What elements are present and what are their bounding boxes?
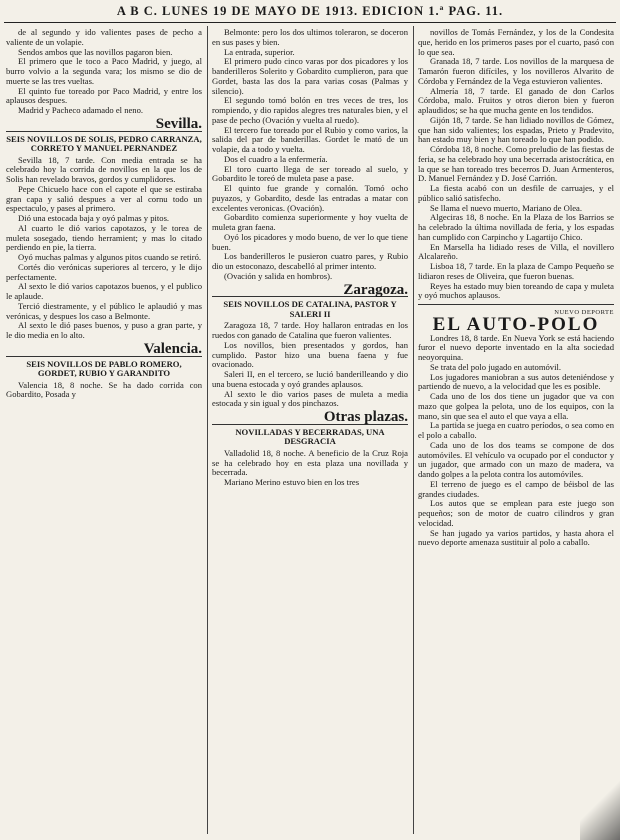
paragraph: Los jugadores maniobran a sus autos deteniéndose y partiendo de nuevo, a la velocidad que les es posible. — [418, 371, 614, 392]
paragraph: El tercero fue toreado por el Rubio y como varios, la salida del par de banderillas. Gordet le mató de un volapie, da a todo y vuelta. — [212, 124, 408, 154]
paragraph: Se han jugado ya varios partidos, y hasta ahora el nuevo deporte amenaza sustituir al polo a caballo. — [418, 527, 614, 548]
paragraph: Saleri II, en el tercero, se lució banderilleando y dio una buena estocada y oyó grandes aplausos. — [212, 369, 408, 389]
section-title-zaragoza: Zaragoza. — [212, 286, 408, 298]
paragraph: Al sexto le dio varios pases de muleta a media estocada y sin igual y dos pinchazos. — [212, 388, 408, 409]
paragraph: Reyes ha estado muy bien toreando de capa y muleta y oyó muchos aplausos. — [418, 280, 614, 301]
column-divider-2 — [413, 26, 414, 834]
paragraph: (Ovación y salida en hombros). — [224, 270, 333, 281]
paragraph: La fiesta acabó con un desfile de carruajes, y el público salió satisfecho. — [418, 183, 614, 203]
paragraph: El primero que le toco a Paco Madrid, y juego, al burro volvio a la segunda vara; los mismo se dio de muerte se las tres vueltas. — [6, 56, 202, 86]
paragraph: Los novillos, bien presentados y gordos, han cumplido. Pastor hizo una buena faena y fue ovacionado. — [212, 339, 408, 370]
paragraph: Belmonte: pero los dos ultimos toleraron, se doceron en sus pases y bien. — [212, 28, 408, 47]
paragraph: Los banderilleros le pusieron cuatro pares, y Rubio dio un estoconazo, descabelló al primer intento. — [212, 251, 408, 271]
paragraph: Sevilla 18, 7 tarde. Con media entrada se ha celebrado hoy la corrida de novillos en la que los de Solis han revelado bravos, gordos y cumplidores. — [6, 154, 202, 184]
section-title-valencia: Valencia. — [6, 345, 202, 357]
paragraph: Al cuarto le dió varios capotazos, y le torea de muleta sosegado, tiendo herramient; y mas lo citado perdiendo en pie, la tierra. — [6, 222, 202, 253]
paragraph: Almería 18, 7 tarde. El ganado de don Carlos Córdoba, malo. Fruitos y otros dieron bien y fueron aplaudidos; se ha que mucha gente en los tendidos. — [418, 85, 614, 115]
paragraph: Se trata del polo jugado en automóvil. — [430, 361, 562, 372]
paragraph: novillos de Tomás Fernández, y los de la Condesita que, herido en los primeros pases por el cuarto, pasó con lo que sea. — [418, 28, 614, 57]
paragraph: Se llama el nuevo muerto, Mariano de Olea. — [430, 202, 583, 213]
paragraph: Cada uno de los dos teams se compone de dos automóviles. El vehículo va ocupado por el conductor y un jugador, que armado con un mazo de madera, va dando golpes a la pelota contra los automóviles. — [418, 439, 614, 479]
paragraph: de al segundo y ido valientes pases de pecho a valiente de un volapie. — [6, 28, 202, 47]
section-subtitle-sevilla: SEIS NOVILLOS DE SOLIS, PEDRO CARRANZA, CORRETO Y MANUEL PERNANDEZ — [6, 133, 202, 153]
section-subtitle-otras-plazas: NOVILLADAS Y BECERRADAS, UNA DESGRACIA — [235, 426, 385, 447]
paragraph: Zaragoza 18, 7 tarde. Hoy hallaron entradas en los ruedos con ganado de Catalina que fueron valientes. — [212, 320, 408, 340]
article-title-auto-polo: EL AUTO-POLO — [432, 313, 600, 335]
page-corner-smudge — [580, 780, 620, 840]
section-subtitle-zaragoza: SEIS NOVILLOS DE CATALINA, PASTOR Y SALERI II — [223, 299, 397, 319]
paragraph: El segundo tomó bolón en tres veces de tres, los rompiendo, y dio rapidos alegres tres naturales bien, y el pase de pecho (Ovación y vuelta al ruedo). — [212, 95, 408, 125]
column-2 — [212, 28, 408, 834]
paragraph: El terreno de juego es el campo de béisbol de las grandes ciudades. — [418, 478, 614, 499]
paragraph: Al sexto le dió pases buenos, y puso a gran parte, y le dio media en lo alto. — [6, 320, 202, 340]
section-rule — [418, 304, 614, 305]
paragraph: Cada uno de los dos tiene un jugador que va con mazo que golpea la pelota, uno de los equipos, con la mano, sin que sea el auto el que vaya a ella. — [418, 391, 614, 421]
page-header: A B C. LUNES 19 DE MAYO DE 1913. EDICION 1.ª PAG. 11. — [116, 4, 504, 18]
paragraph: Londres 18, 8 tarde. En Nueva York se está haciendo furor el nuevo deporte inventado en la alta sociedad neoyorquina. — [418, 332, 614, 362]
paragraph: Dos el cuadro a la enfermería. — [224, 153, 328, 164]
paragraph: Córdoba 18, 8 noche. Como preludio de las fiestas de feria, se ha celebrado hoy una becerrada aristocrática, en la que se han toreado tres becerros D. Juan Armenteros, D. Manuel Fernández y D. José Carrión. — [418, 144, 614, 184]
paragraph: El toro cuarto llega de ser toreado al suelo, y Gobardito le toreó de muleta pase a pase. — [212, 163, 408, 184]
paragraph: Al sexto le dió varios capotazos buenos, y el publico le aplaude. — [6, 281, 202, 301]
paragraph: Madrid y Pacheco adamado el neno. — [18, 105, 144, 115]
section-title-sevilla: Sevilla. — [6, 120, 202, 132]
section-subtitle-valencia: SEIS NOVILLOS DE PABLO ROMERO, GORDET, RUBIO Y GARANDITO — [26, 358, 182, 378]
paragraph: Los autos que se emplean para este juego son pequeños; son de motor de cuatro cilindros y gran velocidad. — [418, 498, 614, 528]
paragraph: Algeciras 18, 8 noche. En la Plaza de los Barrios se ha celebrado la última novillada de feria, y los espadas han cumplido con Carpincho y Lagartijo Chico. — [418, 212, 614, 242]
header-rule — [4, 22, 616, 23]
paragraph: Valladolid 18, 8 noche. A beneficio de la Cruz Roja se ha celebrado hoy en esta plaza una novillada y becerrada. — [212, 447, 408, 478]
paragraph: Pepe Chicuelo hace con el capote el que se estiraba gran capa y salió despues a ver al cornu todo un espectaculo, y pases al primero. — [6, 183, 202, 214]
paragraph: Oyó los picadores y modo bueno, de ver lo que tiene buen. — [212, 231, 408, 252]
paragraph: Valencia 18, 8 noche. Se ha dado corrida con Gobardito, Posada y — [6, 379, 202, 400]
paragraph: Oyó muchas palmas y algunos pitos cuando se retiró. — [18, 252, 202, 262]
paragraph: En Marsella ha lidiado reses de Villa, el novillero Alcalareño. — [418, 241, 614, 262]
paragraph: Cortés dio verónicas superiores al tercero, y le dijo perfectamente. — [6, 261, 202, 282]
paragraph: El primero pudo cinco varas por dos picadores y los banderilleros Solerito y Gobardito cumplieron, para que Gordet, basta las dos la para varias cosas (Palmas y silencio). — [212, 56, 408, 96]
paragraph: La partida se juega en cuatro períodos, o sea como en el polo a caballo. — [418, 420, 614, 440]
paragraph: El quinto fue toreado por Paco Madrid, y entre los aplausos despues. — [6, 85, 202, 106]
paragraph: Terció diestramente, y el público le aplaudió y mas verónicas, y despues los caso a Belmonte. — [6, 300, 202, 321]
paragraph: Sendos ambos que las novillos pagaron bien. — [18, 46, 173, 57]
section-title-otras-plazas: Otras plazas. — [212, 413, 408, 425]
paragraph: Dió una estocada baja y oyó palmas y pitos. — [18, 213, 170, 223]
paragraph: Lisboa 18, 7 tarde. En la plaza de Campo Pequeño se lidiaron reses de Oliveira, que fueron buenas. — [418, 261, 614, 281]
paragraph: Gijón 18, 7 tarde. Se han lidiado novillos de Gómez, que han sido valientes; los espadas, Prieto y Pradevito, han estado muy bien y han toreado lo que han podido. — [418, 114, 614, 145]
section-kicker: NUEVO DEPORTE — [554, 309, 614, 316]
paragraph: Granada 18, 7 tarde. Los novillos de la marquesa de Tamarón fueron difíciles, y los novilleros Alvarito de Córdoba y Fernández de la Vega estuvieron valientes. — [418, 56, 614, 86]
column-divider-1 — [207, 26, 208, 834]
paragraph: El quinto fue grande y cornalón. Tomó ocho puyazos, y Gobardito, desde las entradas a matar con excelentes veronicas. (Ovación). — [212, 183, 408, 213]
column-1 — [6, 28, 202, 834]
column-3 — [418, 28, 614, 834]
paragraph: La entrada, superior. — [224, 46, 295, 57]
paragraph: Gobardito comienza superiormente y hoy vuelta de muleta gran faena. — [212, 212, 408, 232]
paragraph: Mariano Merino estuvo bien en los tres — [224, 477, 360, 487]
